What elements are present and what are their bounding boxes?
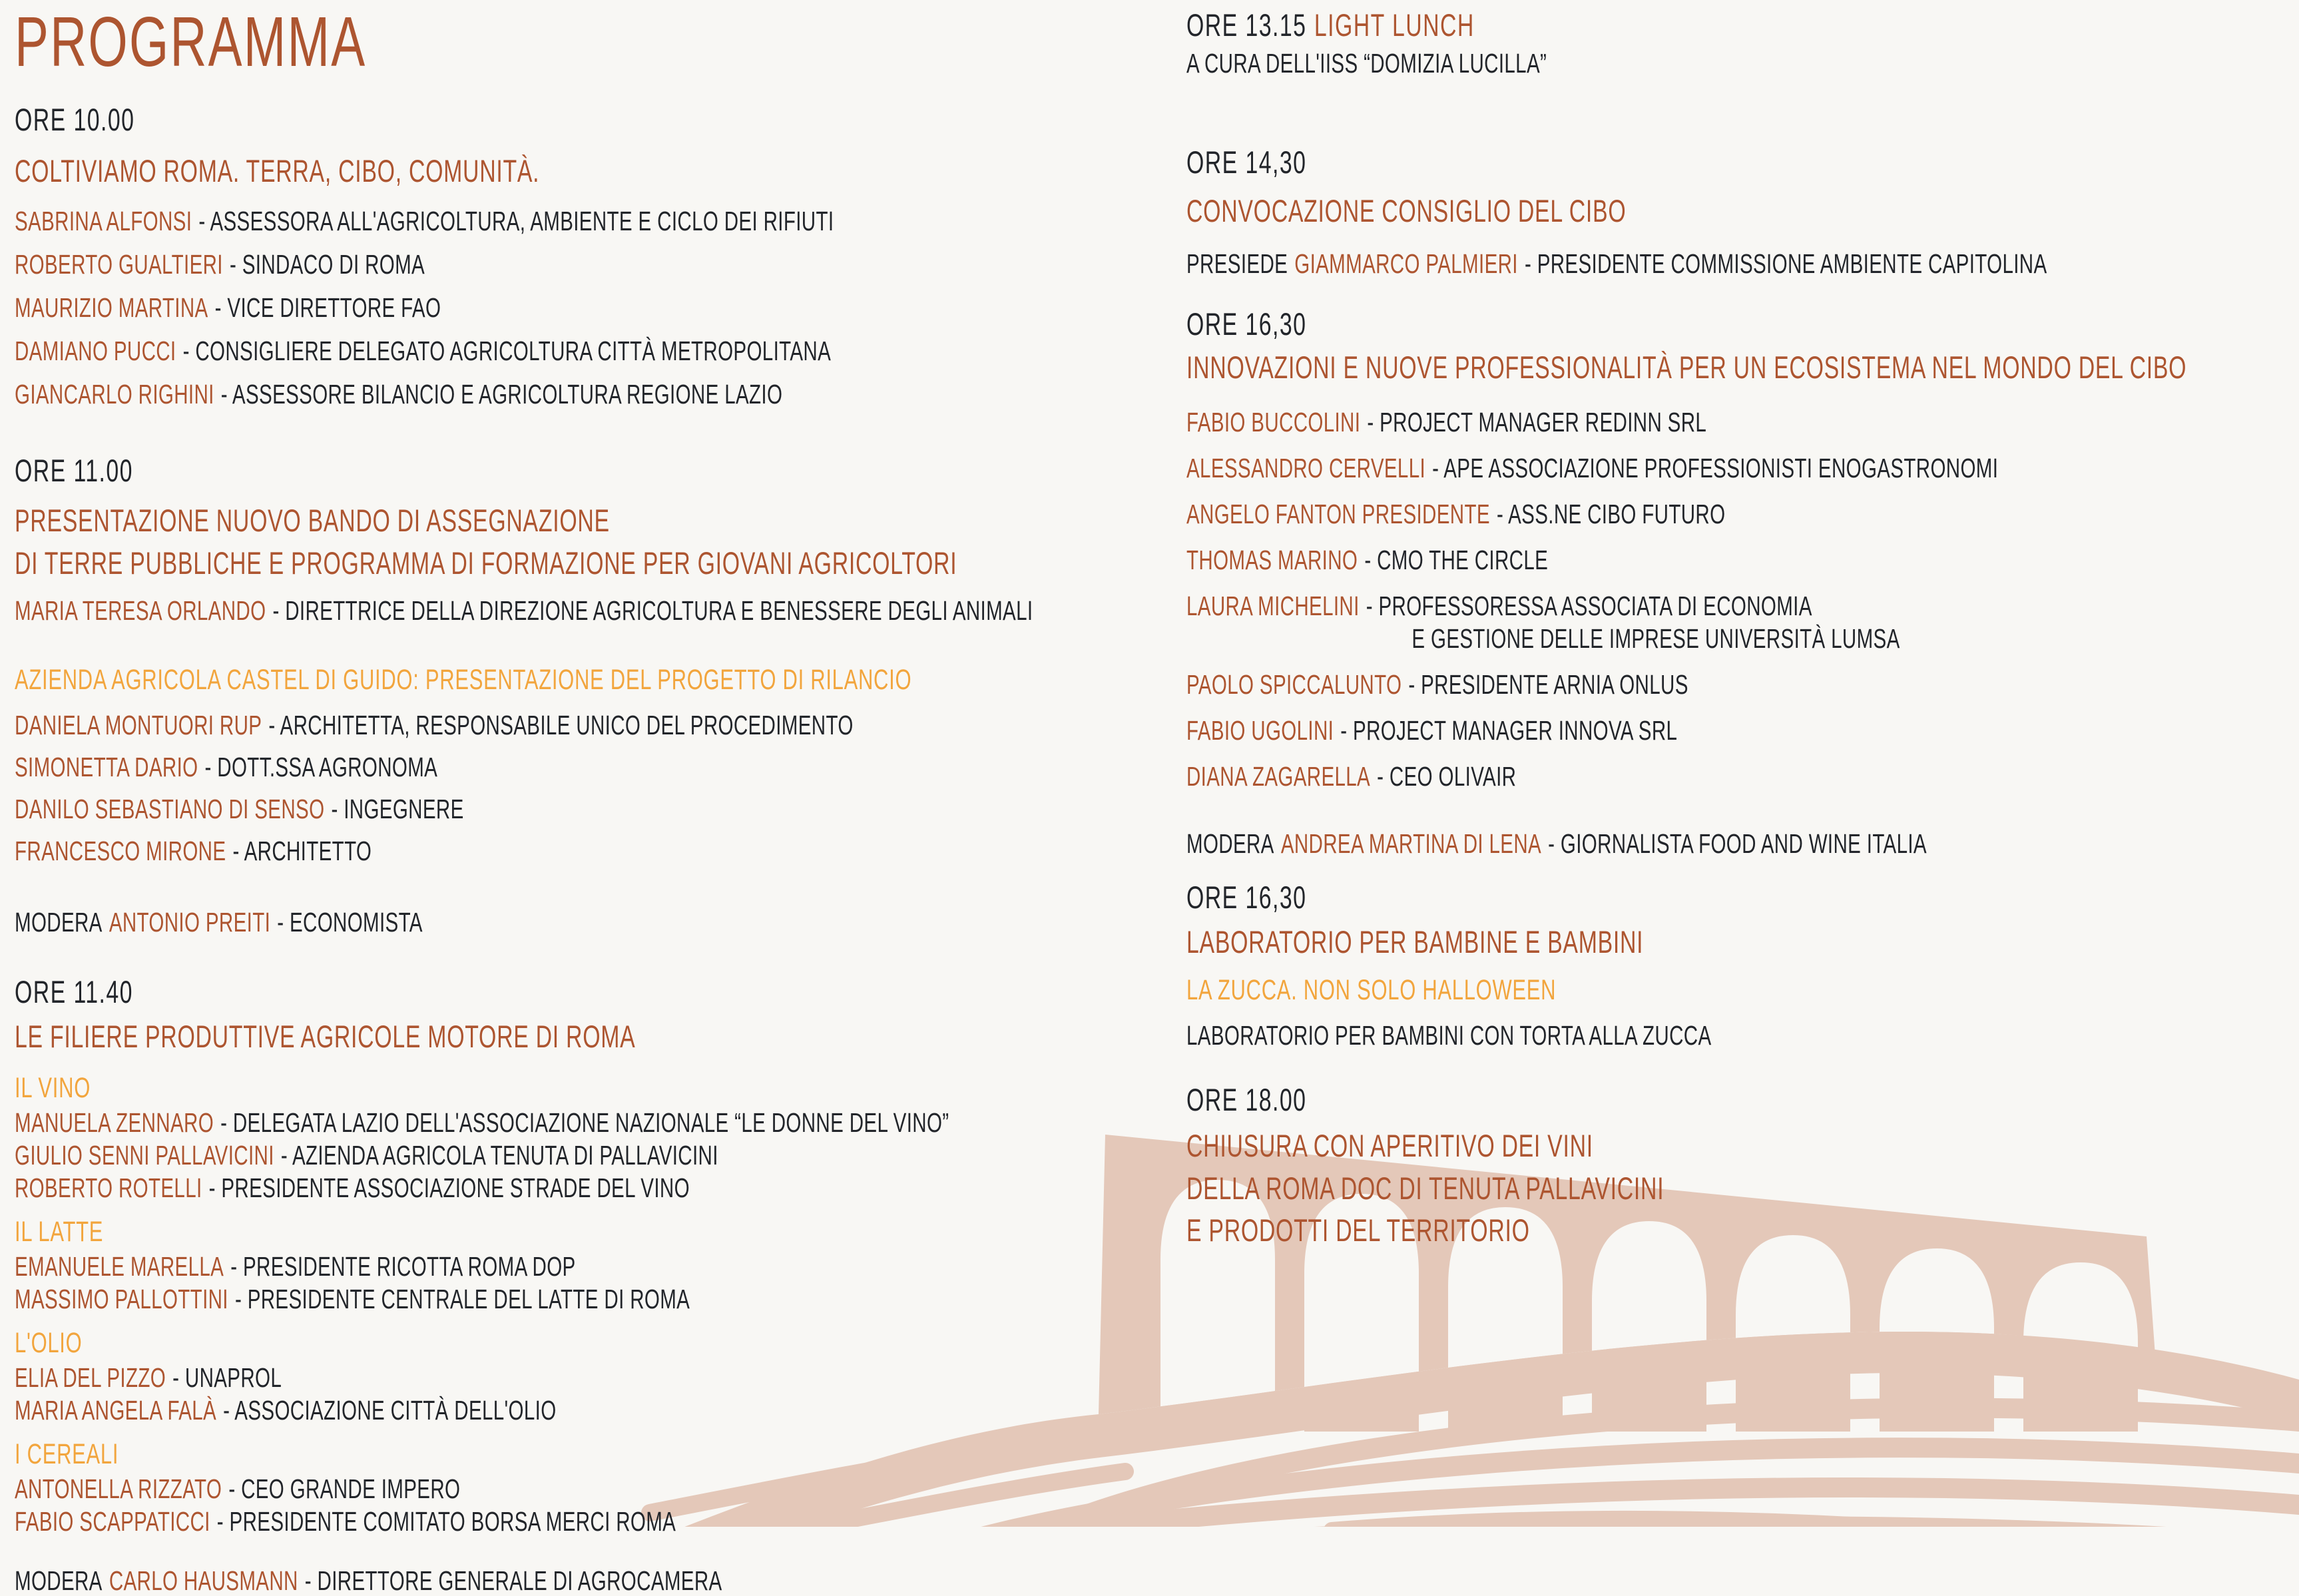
speaker-line	[15, 1364, 1165, 1392]
speaker-name: DANIELA MONTUORI RUP	[15, 710, 262, 741]
speaker-role: - ASSESSORA ALL'AGRICOLTURA, AMBIENTE E CICLO DEI RIFIUTI	[198, 206, 834, 237]
speaker-name: MARIA ANGELA FALÀ	[15, 1394, 217, 1426]
moderator-role: - GIORNALISTA FOOD AND WINE ITALIA	[1548, 828, 1927, 859]
moderator-prefix: MODERA	[15, 907, 103, 938]
moderator-name: ANDREA MARTINA DI LENA	[1280, 828, 1542, 859]
speaker-line	[15, 338, 1165, 365]
speaker-name: EMANUELE MARELLA	[15, 1250, 224, 1282]
session-time-line	[1186, 9, 2298, 41]
speaker-line	[15, 381, 1165, 408]
speaker-name: PAOLO SPICCALUNTO	[1186, 668, 1402, 700]
session-title-line: PRESENTAZIONE NUOVO BANDO DI ASSEGNAZIONE	[15, 503, 610, 539]
session-time: ORE 11.00	[15, 453, 133, 489]
moderator-name: CARLO HAUSMANN	[109, 1565, 298, 1596]
speaker-line	[1186, 498, 2298, 529]
speaker-line	[15, 294, 1165, 322]
presiede-prefix: PRESIEDE	[1186, 248, 1288, 280]
session-title-line: CHIUSURA CON APERITIVO DEI VINI	[1186, 1128, 1593, 1164]
speaker-name: FRANCESCO MIRONE	[15, 836, 226, 867]
speaker-role: - CEO OLIVAIR	[1377, 760, 1517, 792]
session-title: LIGHT LUNCH	[1314, 7, 1475, 43]
speaker-name: DIANA ZAGARELLA	[1186, 760, 1371, 792]
speaker-line	[15, 1283, 1165, 1314]
session-title: CONVOCAZIONE CONSIGLIO DEL CIBO	[1186, 193, 1627, 228]
speaker-line	[15, 1172, 1165, 1203]
speaker-role: - PRESIDENTE CENTRALE DEL LATTE DI ROMA	[234, 1283, 690, 1314]
speaker-line	[15, 597, 1165, 625]
page-title: PROGRAMMA	[15, 3, 367, 81]
speaker-line	[15, 1505, 1165, 1537]
speaker-line	[1186, 590, 2298, 621]
speaker-line	[1186, 544, 2298, 575]
moderator-role: - DIRETTORE GENERALE DI AGROCAMERA	[304, 1565, 722, 1596]
subsection-title: LA ZUCCA. NON SOLO HALLOWEEN	[1186, 974, 1557, 1007]
session-title-line: DELLA ROMA DOC DI TENUTA PALLAVICINI	[1186, 1170, 1664, 1206]
speaker-line	[15, 1250, 1165, 1282]
speaker-name: ROBERTO ROTELLI	[15, 1172, 202, 1203]
moderator-line	[1186, 830, 2298, 858]
session-title: LABORATORIO PER BAMBINE E BAMBINI	[1186, 924, 1644, 959]
group-label: IL VINO	[15, 1071, 91, 1104]
speaker-name: MANUELA ZENNARO	[15, 1107, 214, 1138]
speaker-name: MASSIMO PALLOTTINI	[15, 1283, 228, 1314]
presiede-role: - PRESIDENTE COMMISSIONE AMBIENTE CAPITOLINA	[1524, 248, 2047, 280]
speaker-role: - ASS.NE CIBO FUTURO	[1496, 498, 1726, 529]
speaker-role: - CONSIGLIERE DELEGATO AGRICOLTURA CITTÀ METROPOLITANA	[182, 336, 832, 367]
speaker-name: MARIA TERESA ORLANDO	[15, 595, 266, 627]
speaker-role: - ASSOCIAZIONE CITTÀ DELL'OLIO	[223, 1394, 557, 1426]
speaker-name: SIMONETTA DARIO	[15, 752, 198, 783]
furrow-stripe	[1332, 1519, 1898, 1527]
speaker-line	[15, 1109, 1165, 1137]
speaker-line	[1186, 714, 2298, 746]
speaker-name: THOMAS MARINO	[1186, 544, 1358, 575]
speaker-line	[1186, 406, 2298, 437]
moderator-prefix: MODERA	[1186, 828, 1274, 859]
speaker-name: FABIO SCAPPATICCI	[15, 1505, 210, 1537]
right-column	[1186, 0, 2298, 1249]
session-time: ORE 13.15	[1186, 7, 1307, 43]
speaker-role: - AZIENDA AGRICOLA TENUTA DI PALLAVICINI	[280, 1139, 718, 1171]
speaker-name: DANILO SEBASTIANO DI SENSO	[15, 794, 325, 825]
speaker-role: - PRESIDENTE ASSOCIAZIONE STRADE DEL VINO	[208, 1172, 690, 1203]
presiede-line	[1186, 250, 2298, 278]
speaker-line	[15, 1475, 1165, 1503]
speaker-role-continuation: E GESTIONE DELLE IMPRESE UNIVERSITÀ LUMSA	[1411, 623, 1900, 654]
session-title: LE FILIERE PRODUTTIVE AGRICOLE MOTORE DI ROMA	[15, 1019, 636, 1055]
speaker-line	[1186, 668, 2298, 700]
speaker-name: GIANCARLO RIGHINI	[15, 379, 214, 410]
speaker-name: ANTONELLA RIZZATO	[15, 1473, 222, 1504]
session-time: ORE 10.00	[15, 102, 135, 137]
session-time: ORE 16,30	[1186, 306, 1307, 342]
speaker-line	[1186, 760, 2298, 792]
group-label: IL LATTE	[15, 1215, 104, 1248]
speaker-line	[15, 1139, 1165, 1171]
speaker-line	[15, 712, 1165, 739]
speaker-name: MAURIZIO MARTINA	[15, 292, 208, 324]
session-title: INNOVAZIONI E NUOVE PROFESSIONALITÀ PER UN ECOSISTEMA NEL MONDO DEL CIBO	[1186, 350, 2187, 386]
speaker-role: - UNAPROL	[172, 1362, 282, 1393]
moderator-prefix: MODERA	[15, 1565, 103, 1596]
speaker-name: ALESSANDRO CERVELLI	[1186, 452, 1426, 483]
speaker-name: ELIA DEL PIZZO	[15, 1362, 166, 1393]
speaker-line	[15, 1394, 1165, 1426]
speaker-role: - PRESIDENTE ARNIA ONLUS	[1408, 668, 1688, 700]
speaker-role: - DIRETTRICE DELLA DIREZIONE AGRICOLTURA E BENESSERE DEGLI ANIMALI	[272, 595, 1033, 627]
group-label: I CEREALI	[15, 1438, 119, 1470]
speaker-name: DAMIANO PUCCI	[15, 336, 176, 367]
speaker-name: GIULIO SENNI PALLAVICINI	[15, 1139, 274, 1171]
note-line: A CURA DELL'IISS “DOMIZIA LUCILLA”	[1186, 48, 1547, 79]
session-time: ORE 11.40	[15, 974, 133, 1010]
speaker-name: ROBERTO GUALTIERI	[15, 249, 223, 280]
moderator-line	[15, 1567, 1165, 1595]
speaker-name: FABIO UGOLINI	[1186, 714, 1334, 746]
speaker-role: - SINDACO DI ROMA	[229, 249, 425, 280]
speaker-role: - PROJECT MANAGER INNOVA SRL	[1340, 714, 1678, 746]
note-line: LABORATORIO PER BAMBINI CON TORTA ALLA ZUCCA	[1186, 1020, 1712, 1051]
session-time: ORE 18.00	[1186, 1082, 1307, 1118]
speaker-line	[15, 208, 1165, 235]
speaker-line	[15, 796, 1165, 823]
speaker-role: - PROFESSORESSA ASSOCIATA DI ECONOMIA	[1366, 590, 1812, 621]
session-time: ORE 14,30	[1186, 144, 1307, 180]
speaker-line	[15, 754, 1165, 781]
speaker-line	[15, 251, 1165, 278]
speaker-role: - CEO GRANDE IMPERO	[228, 1473, 461, 1504]
speaker-role: - VICE DIRETTORE FAO	[214, 292, 441, 324]
session-title: COLTIVIAMO ROMA. TERRA, CIBO, COMUNITÀ.	[15, 153, 540, 188]
speaker-role: - PRESIDENTE RICOTTA ROMA DOP	[230, 1250, 576, 1282]
group-label: L'OLIO	[15, 1326, 83, 1359]
speaker-role: - PROJECT MANAGER REDINN SRL	[1367, 406, 1707, 437]
subsection-title: AZIENDA AGRICOLA CASTEL DI GUIDO: PRESENTAZIONE DEL PROGETTO DI RILANCIO	[15, 664, 912, 696]
speaker-role: - ARCHITETTA, RESPONSABILE UNICO DEL PROCEDIMENTO	[268, 710, 854, 741]
speaker-name: LAURA MICHELINI	[1186, 590, 1360, 621]
speaker-role: - APE ASSOCIAZIONE PROFESSIONISTI ENOGASTRONOMI	[1432, 452, 1999, 483]
moderator-role: - ECONOMISTA	[277, 907, 423, 938]
left-column	[15, 0, 1165, 1595]
session-title-line: E PRODOTTI DEL TERRITORIO	[1186, 1212, 1530, 1248]
session-title-line: DI TERRE PUBBLICHE E PROGRAMMA DI FORMAZIONE PER GIOVANI AGRICOLTORI	[15, 545, 957, 581]
moderator-name: ANTONIO PREITI	[109, 907, 271, 938]
speaker-role: - DOTT.SSA AGRONOMA	[204, 752, 438, 783]
speaker-line	[15, 838, 1165, 865]
speaker-role: - CMO THE CIRCLE	[1364, 544, 1549, 575]
speaker-line	[1186, 452, 2298, 483]
speaker-role: - PRESIDENTE COMITATO BORSA MERCI ROMA	[216, 1505, 676, 1537]
speaker-name: ANGELO FANTON PRESIDENTE	[1186, 498, 1490, 529]
moderator-line	[15, 909, 1165, 936]
speaker-role: - INGEGNERE	[331, 794, 464, 825]
speaker-role: - ASSESSORE BILANCIO E AGRICOLTURA REGIONE LAZIO	[220, 379, 783, 410]
speaker-role: - ARCHITETTO	[232, 836, 372, 867]
speaker-name: SABRINA ALFONSI	[15, 206, 192, 237]
speaker-name: FABIO BUCCOLINI	[1186, 406, 1361, 437]
session-time: ORE 16,30	[1186, 879, 1307, 915]
presiede-name: GIAMMARCO PALMIERI	[1294, 248, 1518, 280]
speaker-role: - DELEGATA LAZIO DELL'ASSOCIAZIONE NAZIONALE “LE DONNE DEL VINO”	[220, 1107, 949, 1138]
